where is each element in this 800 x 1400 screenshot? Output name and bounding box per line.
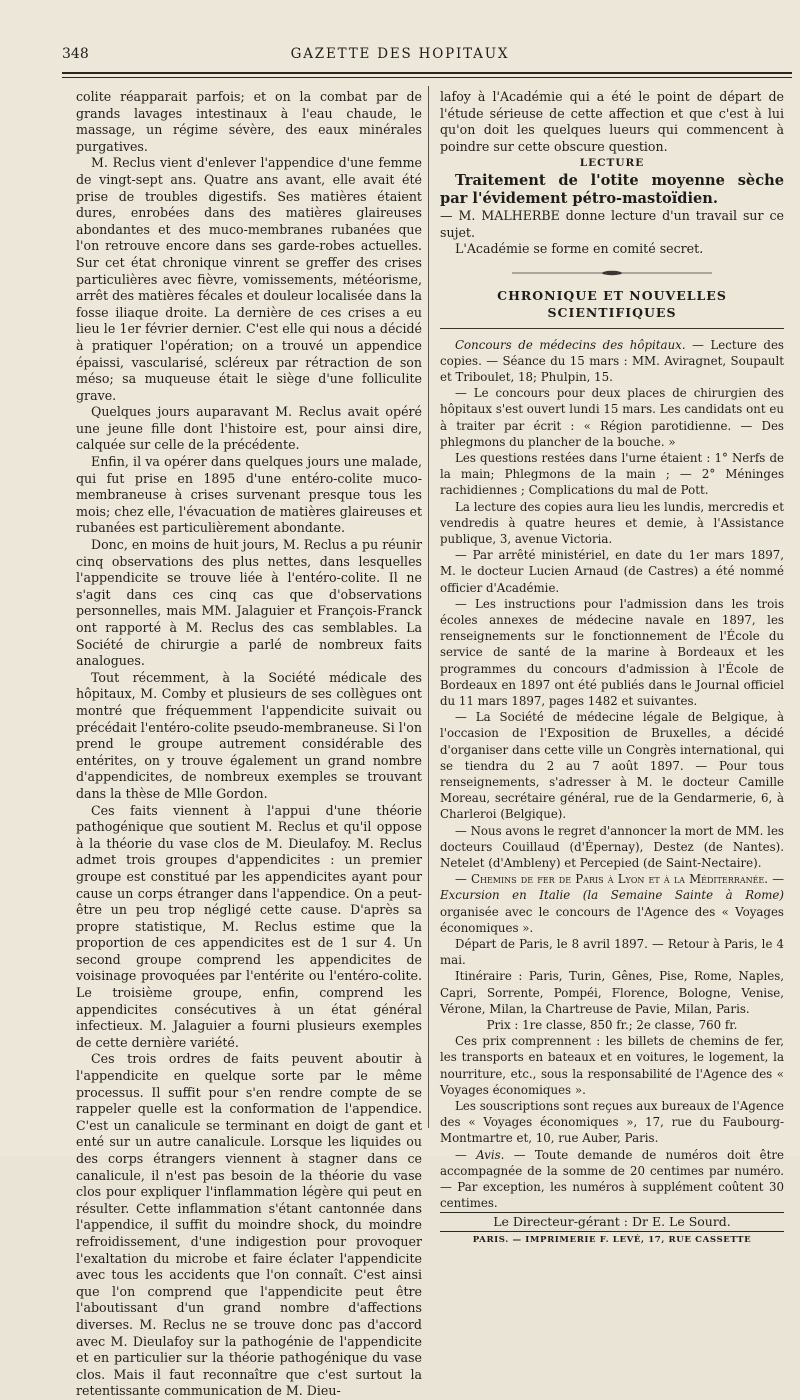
text: organisée avec le concours de l'Agence des « Voyages économiques ». bbox=[440, 904, 784, 935]
news-item bbox=[440, 337, 784, 386]
article-title: Traitement de l'otite moyenne sèche par l'évidement pétro-mastoïdien. bbox=[440, 171, 784, 207]
paragraph: Ces faits viennent à l'appui d'une théorie pathogénique que soutient M. Reclus et qu'il oppose à la théorie du vase clos de M. Dieulafoy. M. Reclus admet trois groupes d'appendicites : un premier groupe est constitué par les appendicites ayant pour cause un corps étranger dans l'appendice. On a peut-être un peu trop négligé cette cause. D'après sa propre statistique, M. Reclus estime que la proportion de ces appendicites est de 1 sur 4. Un second groupe comprend les appendicites de voisinage provoquées par l'entérite ou l'entéro-colite. Le troisième groupe, enfin, comprend les appendicites consécutives à un état général infectieux. M. Jalaguier a fourni plusieurs exemples de cette dernière variété. bbox=[76, 802, 422, 1050]
paragraph: lafoy à l'Académie qui a été le point de départ de l'étude sérieuse de cette affection et que c'est à lui qu'on doit les quelques lueurs qui commencent à poindre sur cette obscure question. bbox=[440, 89, 784, 154]
header-rule bbox=[62, 72, 792, 74]
news-lead: — Avis. bbox=[455, 1147, 505, 1162]
paragraph: Quelques jours auparavant M. Reclus avait opéré une jeune fille dont l'histoire est, pour ainsi dire, calquée sur celle de la précédente. bbox=[76, 404, 422, 453]
news-item: — Nous avons le regret d'annoncer la mort de MM. les docteurs Couillaud (d'Épernay), Destez (de Nantes). Netelet (d'Ambleny) et Percepied (de Saint-Nectaire). bbox=[440, 823, 784, 871]
news-item: — La Société de médecine légale de Belgique, à l'occasion de l'Exposition de Bruxelles, a décidé d'organiser dans cette ville un Congrès international, qui se tiendra du 2 au 7 août 1897. — Pour tous renseignements, s'adresser à M. le docteur Camille Moreau, secrétaire général, rue de la Gendarmerie, 6, à Charleroi (Belgique). bbox=[440, 710, 784, 822]
news-item: Les questions restées dans l'urne étaient : 1° Nerfs de la main; Phlegmons de la main ; — 2° Méninges rachidiennes ; Complications du mal de Pott. bbox=[440, 450, 784, 498]
page-number: 348 bbox=[62, 46, 89, 62]
paragraph: L'Académie se forme en comité secret. bbox=[455, 241, 704, 257]
text: — Lecture des copies. — Séance du 15 mars : MM. Aviragnet, Soupault et Triboulet, 18; Phulpin, 15. bbox=[440, 337, 784, 384]
paragraph: M. Reclus vient d'enlever l'appendice d'une femme de vingt-sept ans. Quatre ans avant, elle avait été prise de troubles digestifs. Ses matières étaient dures, enrobées dans des matières glaireuses abondantes et des muco-membranes rubanées que l'on retrouve encore dans ses garde-robes actuelles. Sur cet état chronique vinrent se greffer des crises particulières avec fièvre, vomissements, météorisme, arrêt des matières fécales et douleur localisée dans la fosse iliaque droite. La dernière de ces crises a eu lieu le 1er février dernier. C'est elle qui nous a décidé à pratiquer l'opération; on a trouvé un appendice épaissi, vascularisé, scléreux par rétraction de son méso; sa muqueuse était le siège d'une folliculite grave. bbox=[76, 155, 422, 403]
news-item: Départ de Paris, le 8 avril 1897. — Retour à Paris, le 4 mai. bbox=[440, 937, 784, 968]
news-lead: — Chemins de fer de Paris à Lyon et à la Méditerranée. bbox=[455, 872, 769, 887]
paragraph: colite réapparait parfois; et on la combat par de grands lavages intestinaux à l'eau chaude, le massage, un régime sévère, des eaux minérales purgatives. bbox=[76, 89, 422, 154]
price-line: Prix : 1re classe, 850 fr.; 2e classe, 760 fr. bbox=[486, 1018, 738, 1033]
news-item: Itinéraire : Paris, Turin, Gênes, Pise, Rome, Naples, Capri, Sorrente, Pompéi, Florence, Bologne, Venise, Vérone, Milan, la Chartreuse de Pavie, Milan, Paris. bbox=[440, 969, 784, 1016]
chronicle-title: CHRONIQUE ET NOUVELLES SCIENTIFIQUES bbox=[497, 288, 727, 320]
paragraph: Enfin, il va opérer dans quelques jours une malade, qui fut prise en 1895 d'une entéro-colite muco-membraneuse à crises survenant presque tous les mois; chez elle, l'évacuation de matières glaireuses et rubanées est particulièrement abondante. bbox=[76, 454, 422, 536]
news-item: — Le concours pour deux places de chirurgien des hôpitaux s'est ouvert lundi 15 mars. Les candidats ont eu à traiter par écrit : « Région parotidienne. — Des phlegmons du plancher de la bouche. » bbox=[440, 386, 784, 449]
news-item bbox=[440, 1147, 784, 1212]
text: donne lecture d'un travail sur ce sujet. bbox=[440, 207, 784, 240]
right-column bbox=[440, 89, 784, 1246]
news-item: — Chemins de fer de Paris à Lyon et à la Méditerranée. — Excursion en Italie (la Semaine Sainte à Rome) organisée avec le concours de l'Agence des « Voyages économiques ». bbox=[440, 872, 784, 935]
news-item: — Par arrêté ministériel, en date du 1er mars 1897, M. le docteur Lucien Arnaud (de Castres) a été nommé officier d'Académie. bbox=[440, 548, 784, 595]
paragraph: — M. MALHERBE donne lecture d'un travail sur ce sujet. bbox=[440, 207, 784, 240]
header-rule-thin bbox=[62, 77, 792, 78]
news-item: — Les instructions pour l'admission dans les trois écoles annexes de médecine navale en 1897, les renseignements sur le fonctionnement de l'École du service de santé de la marine à Bordeaux et les programmes du concours d'admission à l'École de Bordeaux en 1897 ont été publiés dans le Journal officiel du 11 mars 1897, pages 1482 et suivantes. bbox=[440, 596, 784, 708]
left-column bbox=[76, 89, 422, 1399]
column-separator bbox=[428, 86, 429, 1128]
author-name: M. MALHERBE bbox=[458, 207, 560, 223]
news-item: La lecture des copies aura lieu les lundis, mercredis et vendredis à quatre heures et demie, à l'Assistance publique, 3, avenue Victoria. bbox=[440, 499, 784, 546]
paragraph: Ces trois ordres de faits peuvent aboutir à l'appendicite en quelque sorte par le même processus. Il suffit pour s'en rendre compte de se rappeler quelle est la conformation de l'appendice. C'est un canalicule se terminant en doigt de gant et enté sur un autre canalicule. Lorsque les liquides ou des corps étrangers viennent à stagner dans ce canalicule, il n'est pas besoin de la théorie du vase clos pour expliquer l'inflammation légère qui peut en résulter. Cette inflammation s'étant cantonnée dans l'appendice, il suffit du moindre shock, du moindre refroidissement, d'une indigestion pour provoquer l'exaltation du microbe et faire éclater l'appendicite avec tous les accidents que l'on connaît. C'est ainsi que l'on comprend que l'appendicite peut être l'aboutissant d'un grand nombre d'affections diverses. M. Reclus ne se trouve donc pas d'accord avec M. Dieulafoy sur la pathogénie de l'appendicite et en particulier sur la théorie pathogénique du vase clos. Mais il faut reconnaître que c'est surtout la retentissante communication de M. Dieu- bbox=[76, 1051, 422, 1399]
news-item: Ces prix comprennent : les billets de chemins de fer, les transports en bateaux et en voitures, le logement, la nourriture, etc., sous la responsabilité de l'Agence des « Voyages économiques ». bbox=[440, 1034, 784, 1097]
news-italic: Excursion en Italie (la Semaine Sainte à Rome) bbox=[440, 888, 784, 903]
signature-line: Le Directeur-gérant : Dr E. Le Sourd. bbox=[440, 1212, 784, 1233]
paragraph: Donc, en moins de huit jours, M. Reclus a pu réunir cinq observations des plus nettes, dans lesquelles l'appendicite se trouve liée à l'entéro-colite. Il ne s'agit dans ces cinq cas que d'observations personnelles, mais MM. Jalaguier et François-Franck ont rapporté à M. Reclus des cas semblables. La Société de chirurgie a parlé de nombreux faits analogues. bbox=[76, 537, 422, 669]
printer-line: PARIS. — IMPRIMERIE F. LEVÉ, 17, RUE CASSETTE bbox=[472, 1235, 752, 1246]
text: — Toute demande de numéros doit être accompagnée de la somme de 20 centimes par numéro. — Par exception, les numéros à supplément coûtent 30 centimes. bbox=[440, 1147, 784, 1211]
section-label: LECTURE bbox=[579, 157, 645, 170]
news-lead: Concours de médecins des hôpitaux. bbox=[455, 337, 686, 352]
separator-ornament bbox=[440, 264, 784, 281]
news-item: Les souscriptions sont reçues aux bureaux de l'Agence des « Voyages économiques », 17, rue du Faubourg-Montmartre et, 10, rue Auber, Paris. bbox=[440, 1099, 784, 1146]
chronicle-rule bbox=[440, 328, 784, 329]
paragraph: Tout récemment, à la Société médicale des hôpitaux, M. Comby et plusieurs de ses collègues ont montré que fréquemment l'appendicite suivait ou précédait l'entéro-colite pseudo-membraneuse. Si l'on prend le groupe autrement considérable des entérites, on y trouve également un grand nombre d'appendicites, de nombreux exemples se trouvant dans la thèse de Mlle Gordon. bbox=[76, 669, 422, 801]
journal-title: GAZETTE DES HOPITAUX bbox=[290, 46, 510, 62]
